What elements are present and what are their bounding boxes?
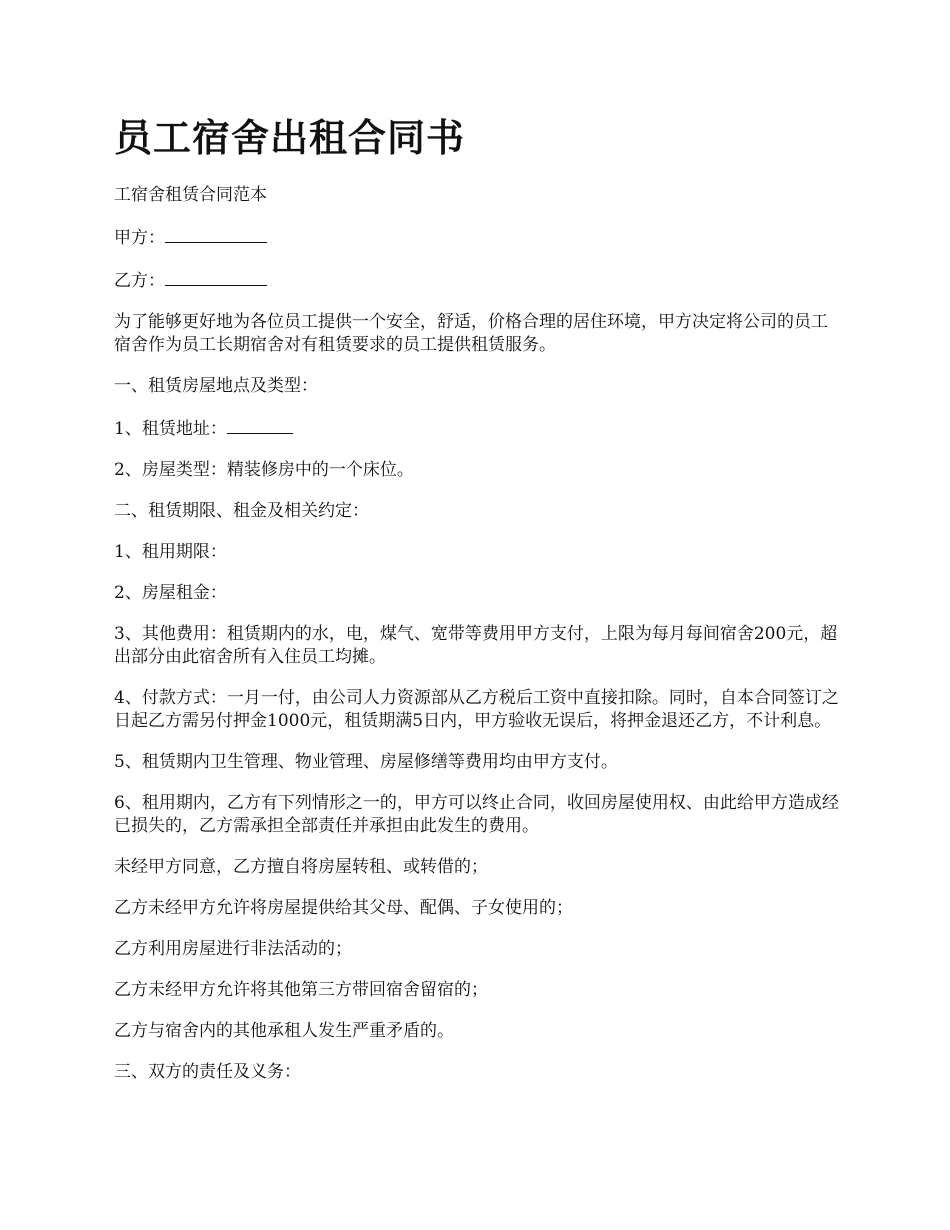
item-2-5: 5、租赁期内卫生管理、物业管理、房屋修缮等费用均由甲方支付。 — [114, 752, 618, 772]
termination-case-5: 乙方与宿舍内的其他承租人发生严重矛盾的。 — [114, 1021, 454, 1041]
item-2-6: 6、租用期内，乙方有下列情形之一的，甲方可以终止合同，收回房屋使用权、由此给甲方造成经已损失的，乙方需承担全部责任并承担由此发生的费用。 — [114, 793, 839, 836]
termination-case-2: 乙方未经甲方允许将房屋提供给其父母、配偶、子女使用的； — [114, 898, 573, 918]
party-b-blank — [165, 268, 267, 286]
document-page — [114, 112, 844, 1102]
document-subtitle: 工宿舍租赁合同范本 — [114, 185, 267, 205]
section-2-heading: 二、租赁期限、租金及相关约定： — [114, 501, 369, 521]
termination-case-3: 乙方利用房屋进行非法活动的； — [114, 939, 352, 959]
party-a-blank — [165, 225, 267, 243]
item-2-3: 3、其他费用：租赁期内的水，电，煤气、宽带等费用甲方支付，上限为每月每间宿舍200元，超出部分由此宿舍所有入住员工均摊。 — [114, 624, 838, 667]
section-1-heading: 一、租赁房屋地点及类型： — [114, 376, 318, 396]
termination-case-1: 未经甲方同意，乙方擅自将房屋转租、或转借的； — [114, 857, 488, 877]
item-2-2: 2、房屋租金： — [114, 583, 227, 603]
section-3-heading: 三、双方的责任及义务： — [114, 1062, 301, 1082]
item-1-2: 2、房屋类型：精装修房中的一个床位。 — [114, 460, 414, 480]
item-2-1: 1、租用期限： — [114, 542, 227, 562]
item-2-4: 4、付款方式：一月一付，由公司人力资源部从乙方税后工资中直接扣除。同时，自本合同签订之日起乙方需另付押金1000元，租赁期满5日内，甲方验收无误后，将押金退还乙方，不计利息。 — [114, 688, 839, 731]
party-b-label: 乙方： — [114, 271, 165, 291]
party-b-line — [114, 268, 844, 293]
termination-case-4: 乙方未经甲方允许将其他第三方带回宿舍留宿的； — [114, 980, 488, 1000]
party-a-label: 甲方： — [114, 228, 165, 248]
party-a-line — [114, 225, 844, 250]
item-1-1 — [114, 416, 844, 441]
intro-paragraph: 为了能够更好地为各位员工提供一个安全，舒适，价格合理的居住环境，甲方决定将公司的员工宿舍作为员工长期宿舍对有租赁要求的员工提供租赁服务。 — [114, 312, 828, 355]
address-blank — [227, 416, 293, 434]
document-title: 员工宿舍出租合同书 — [114, 115, 466, 160]
item-1-1-label: 1、租赁地址： — [114, 419, 227, 439]
